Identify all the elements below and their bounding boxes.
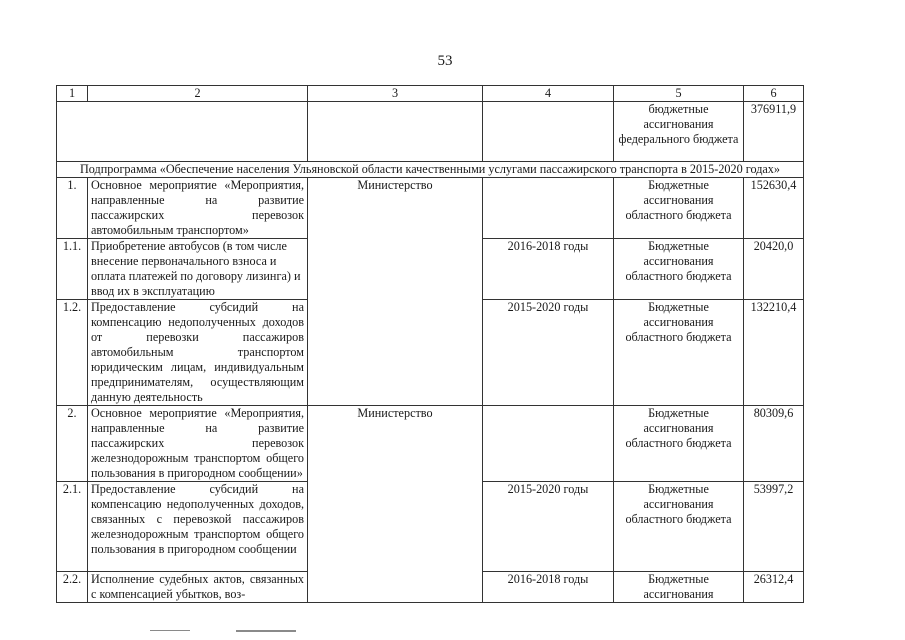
funding-source: Бюджетные ассигнования областного бюджета (614, 406, 744, 482)
column-header-1: 1 (57, 86, 88, 102)
measure-name: Основное мероприятие «Мероприятия, направленные на развитие пассажирских перевозок железнодорожным транспортом общего пользования в пригородном сообщении» (88, 406, 308, 482)
period: 2016-2018 годы (483, 239, 614, 300)
measure-name: Предоставление субсидий на компенсацию недополученных доходов, связанных с перевозкой пассажиров железнодорожным транспортом общего пользования в пригородном сообщении (88, 482, 308, 572)
column-header-4: 4 (483, 86, 614, 102)
table-row (57, 102, 804, 162)
subprogram-row (57, 162, 804, 178)
period: 2015-2020 годы (483, 482, 614, 572)
funding-source: Бюджетные ассигнования областного бюджета (614, 239, 744, 300)
scan-artifact (150, 630, 190, 631)
period (483, 406, 614, 482)
measure-name: Основное мероприятие «Мероприятия, направленные на развитие пассажирских перевозок автомобильным транспортом» (88, 178, 308, 239)
amount-value: 53997,2 (744, 482, 804, 572)
funding-source: Бюджетные ассигнования областного бюджета (614, 482, 744, 572)
funding-source: Бюджетные ассигнования (614, 572, 744, 603)
table-row (57, 178, 804, 239)
amount-value: 376911,9 (744, 102, 804, 162)
column-number-header-row (57, 86, 804, 102)
period: 2015-2020 годы (483, 300, 614, 406)
column-header-5: 5 (614, 86, 744, 102)
executor: Министерство (308, 406, 483, 603)
column-header-3: 3 (308, 86, 483, 102)
row-number: 1. (57, 178, 88, 239)
funding-source: Бюджетные ассигнования областного бюджета (614, 178, 744, 239)
executor: Министерство (308, 178, 483, 406)
measure-name: Приобретение автобусов (в том числе внесение первоначального взноса и оплата платежей по договору лизинга) и ввод их в эксплуатацию (88, 239, 308, 300)
amount-value: 80309,6 (744, 406, 804, 482)
table-row (57, 406, 804, 482)
row-number: 2.2. (57, 572, 88, 603)
row-number: 2. (57, 406, 88, 482)
row-number: 1.2. (57, 300, 88, 406)
subprogram-title: Подпрограмма «Обеспечение населения Ульяновской области качественными услугами пассажирского транспорта в 2015-2020 годах» (57, 162, 804, 178)
program-table (56, 85, 804, 603)
funding-source: Бюджетные ассигнования областного бюджета (614, 300, 744, 406)
row-number: 1.1. (57, 239, 88, 300)
funding-source: бюджетные ассигнования федерального бюджета (614, 102, 744, 162)
amount-value: 26312,4 (744, 572, 804, 603)
column-header-2: 2 (88, 86, 308, 102)
row-number: 2.1. (57, 482, 88, 572)
amount-value: 132210,4 (744, 300, 804, 406)
period (483, 178, 614, 239)
measure-name: Предоставление субсидий на компенсацию недополученных доходов от перевозки пассажиров автомобильным транспортом юридическим лицам, индивидуальным предпринимателям, осуществляющим данную деятельность (88, 300, 308, 406)
page-number: 53 (437, 53, 453, 69)
measure-name: Исполнение судебных актов, связанных с компенсацией убытков, воз- (88, 572, 308, 603)
column-header-6: 6 (744, 86, 804, 102)
amount-value: 20420,0 (744, 239, 804, 300)
period: 2016-2018 годы (483, 572, 614, 603)
scan-artifact (236, 630, 296, 632)
amount-value: 152630,4 (744, 178, 804, 239)
